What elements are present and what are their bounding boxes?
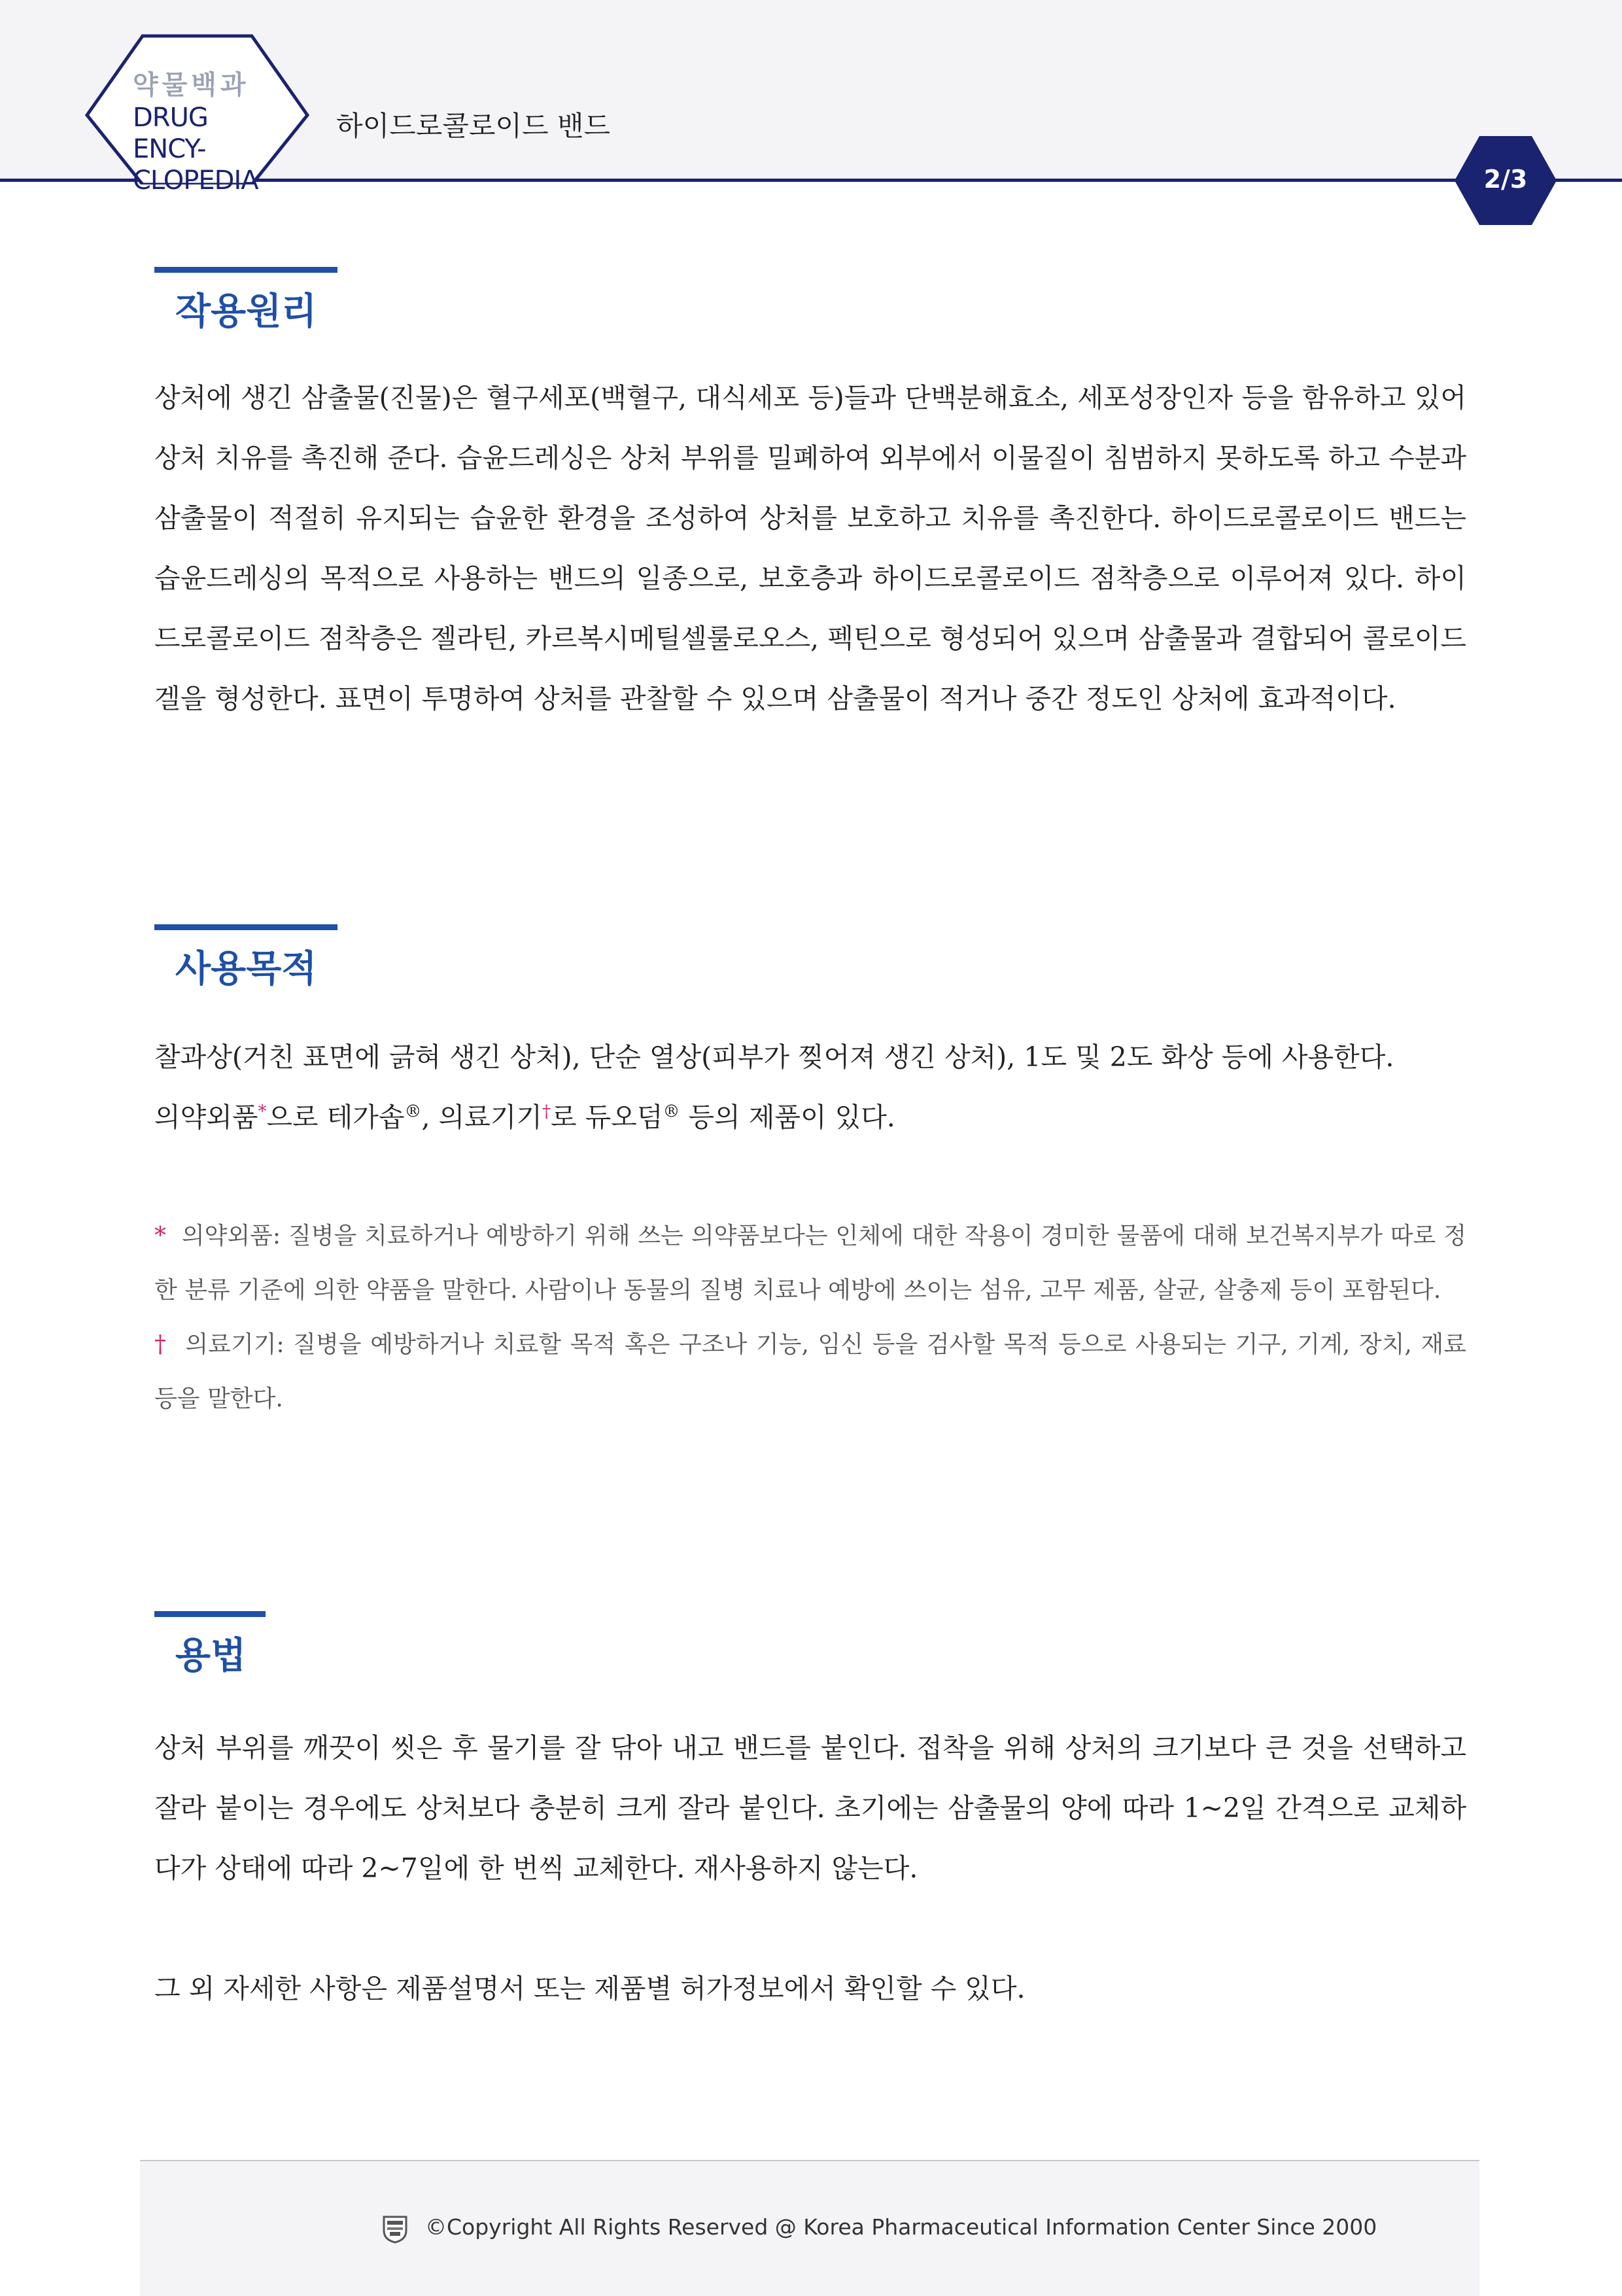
logo-english-line1: DRUG ENCY- — [133, 103, 208, 164]
product-duoderm-text: 로 듀오덤 — [551, 1102, 663, 1133]
logo-korean: 약물백과 — [133, 70, 250, 100]
document-title: 하이드로콜로이드 밴드 — [336, 110, 611, 142]
dagger-mark: † — [542, 1102, 551, 1122]
purpose-line-2-end: 등의 제품이 있다. — [680, 1102, 895, 1133]
footnote-medical-device-text: 의료기기: 질병을 예방하거나 치료할 목적 혹은 구조나 기능, 임신 등을 검사할 목적 등으로 사용되는 기구, 기계, 장치, 재료 등을 말한다. — [154, 1331, 1466, 1412]
usage-extra-note: 그 외 자세한 사항은 제품설명서 또는 제품별 허가정보에서 확인할 수 있다. — [154, 1973, 1026, 2004]
mechanism-paragraph: 상처에 생긴 삼출물(진물)은 혈구세포(백혈구, 대식세포 등)들과 단백분해효소, 세포성장인자 등을 함유하고 있어 상처 치유를 촉진해 준다. 습윤드레싱은 상처 부위를 밀폐하여 외부에서 이물질이 침범하지 못하도록 하고 수분과 삼출물이 적절히 유지되는 습윤한 환경을 조성하여 상처를 보호하고 치유를 촉진한다. 하이드로콜로이드 밴드는 습윤드레싱의 목적으로 사용하는 밴드의 일종으로, 보호층과 하이드로콜로이드 점착층으로 이루어져 있다. 하이드로콜로이드 점착층은 젤라틴, 카르복시메틸셀룰로오스, 펙틴으로 형성되어 있으며 삼출물과 결합되어 콜로이드 겔을 형성한다. 표면이 투명하여 상처를 관찰할 수 있으며 삼출물이 적거나 중간 정도인 상처에 효과적이다. — [154, 382, 1466, 714]
quasi-drug-term: 의약외품 — [154, 1102, 258, 1133]
registered-mark-2: ® — [663, 1102, 680, 1122]
footnote-dagger: † — [154, 1331, 168, 1358]
asterisk-mark: * — [258, 1102, 267, 1122]
section-bar-purpose — [154, 924, 337, 930]
section-bar-mechanism — [154, 267, 337, 273]
page-number: 2/3 — [1483, 165, 1528, 194]
footnote-quasi-drug-text: 의약외품: 질병을 치료하거나 예방하기 위해 쓰는 의약품보다는 인체에 대한 작용이 경미한 물품에 대해 보건복지부가 따로 정한 분류 기준에 의한 약품을 말한다. 사람이나 동물의 질병 치료나 예방에 쓰이는 섬유, 고무 제품, 살균, 살충제 등이 포함된다. — [154, 1223, 1467, 1304]
footnotes — [154, 1209, 1466, 1426]
section-title-purpose: 사용목적 — [175, 948, 317, 990]
logo — [133, 68, 283, 196]
purpose-line-1: 찰과상(거친 표면에 긁혀 생긴 상처), 단순 열상(피부가 찢어져 생긴 상처), 1도 및 2도 화상 등에 사용한다. — [154, 1041, 1394, 1073]
usage-paragraph: 상처 부위를 깨끗이 씻은 후 물기를 잘 닦아 내고 밴드를 붙인다. 접착을 위해 상처의 크기보다 큰 것을 선택하고 잘라 붙이는 경우에도 상처보다 충분히 크게 잘라 붙인다. 초기에는 삼출물의 양에 따라 1~2일 간격으로 교체하다가 상태에 따라 2~7일에 한 번씩 교체한다. 재사용하지 않는다. — [154, 1732, 1466, 1884]
purpose-paragraph — [154, 1027, 1466, 1147]
section-title-usage: 용법 — [175, 1635, 247, 1677]
medical-device-term: , 의료기기 — [421, 1102, 542, 1133]
footnote-quasi-drug — [154, 1209, 1466, 1317]
logo-english-line2: CLOPEDIA — [133, 165, 258, 196]
footnote-medical-device — [154, 1317, 1466, 1426]
purpose-line-2 — [154, 1087, 1466, 1147]
product-tegasorb-text: 으로 테가솝 — [266, 1102, 405, 1133]
copyright-text: ©Copyright All Rights Reserved @ Korea Pharmaceutical Information Center Since 2000 — [425, 2214, 1377, 2240]
registered-mark: ® — [404, 1102, 422, 1122]
section-bar-usage — [154, 1611, 266, 1617]
kpic-shield-icon — [382, 2215, 408, 2244]
footnote-asterisk: * — [154, 1223, 166, 1249]
section-title-mechanism: 작용원리 — [175, 290, 317, 333]
